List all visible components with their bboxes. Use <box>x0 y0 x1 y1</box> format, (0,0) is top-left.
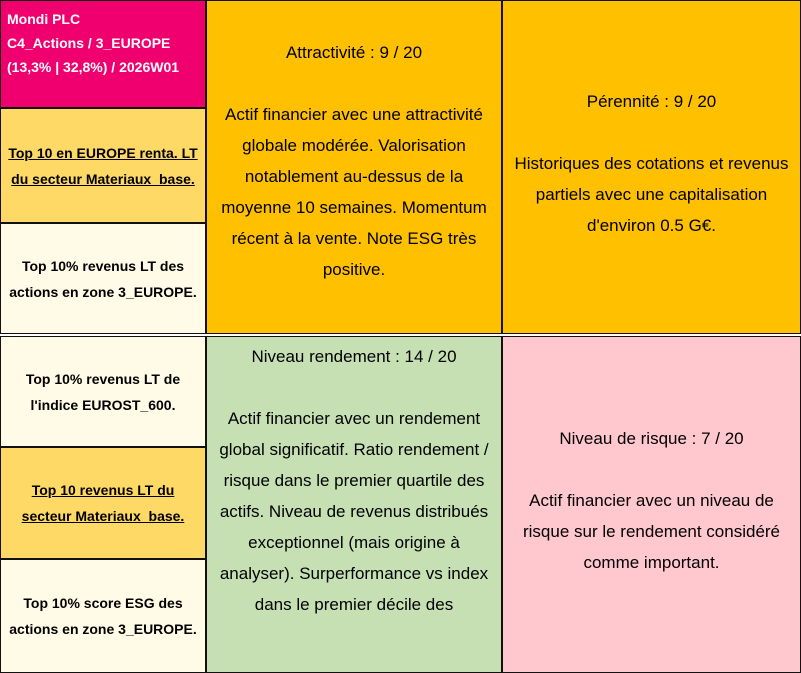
attractivite-title: Attractivité : 9 / 20 <box>285 43 423 62</box>
ranking-text: Top 10% revenus LT de l'indice EUROST_600. <box>25 370 181 413</box>
ranking-text[interactable]: Top 10 revenus LT du secteur Materiaux_base. <box>21 482 185 524</box>
attractivite-cell <box>206 0 502 334</box>
risque-body: Actif financier avec un niveau de risque sur le rendement considéré comme important. <box>522 491 781 572</box>
risque-title: Niveau de risque : 7 / 20 <box>559 429 744 448</box>
ranking-cell-europe-sector[interactable] <box>0 108 206 223</box>
ranking-text[interactable]: Top 10 en EUROPE renta. LT du secteur Materiaux_base. <box>8 144 198 187</box>
ranking-text: Top 10% score ESG des actions en zone 3_EUROPE. <box>9 595 197 637</box>
ranking-cell-esg <box>0 559 206 673</box>
asset-stats: (13,3% | 32,8%) / 2026W01 <box>7 59 180 75</box>
asset-name: Mondi PLC <box>7 11 81 27</box>
ranking-cell-zone-revenue <box>0 223 206 334</box>
ranking-cell-sector-revenue[interactable] <box>0 447 206 559</box>
perennite-cell <box>502 0 801 334</box>
rendement-title: Niveau rendement : 14 / 20 <box>251 347 457 366</box>
perennite-body: Historiques des cotations et revenus partiels avec une capitalisation d'environ 0.5 G€. <box>514 154 789 235</box>
asset-category: C4_Actions / 3_EUROPE <box>7 35 171 51</box>
ranking-text: Top 10% revenus LT des actions en zone 3_EUROPE. <box>9 257 197 300</box>
risque-cell <box>502 336 801 673</box>
rendement-body: Actif financier avec un rendement global significatif. Ratio rendement / risque dans le premier quartile des actifs. Niveau de revenus distribués exceptionnel (mais origine à analyser). Surperformance vs index dans le premier décile des <box>219 409 489 614</box>
perennite-title: Pérennité : 9 / 20 <box>586 92 717 111</box>
asset-title-cell <box>0 0 206 108</box>
attractivite-body: Actif financier avec une attractivité globale modérée. Valorisation notablement au-dessus de la moyenne 10 semaines. Momentum récent à la vente. Note ESG très positive. <box>221 105 487 279</box>
ranking-cell-index-revenue <box>0 336 206 447</box>
rendement-cell <box>206 336 502 673</box>
